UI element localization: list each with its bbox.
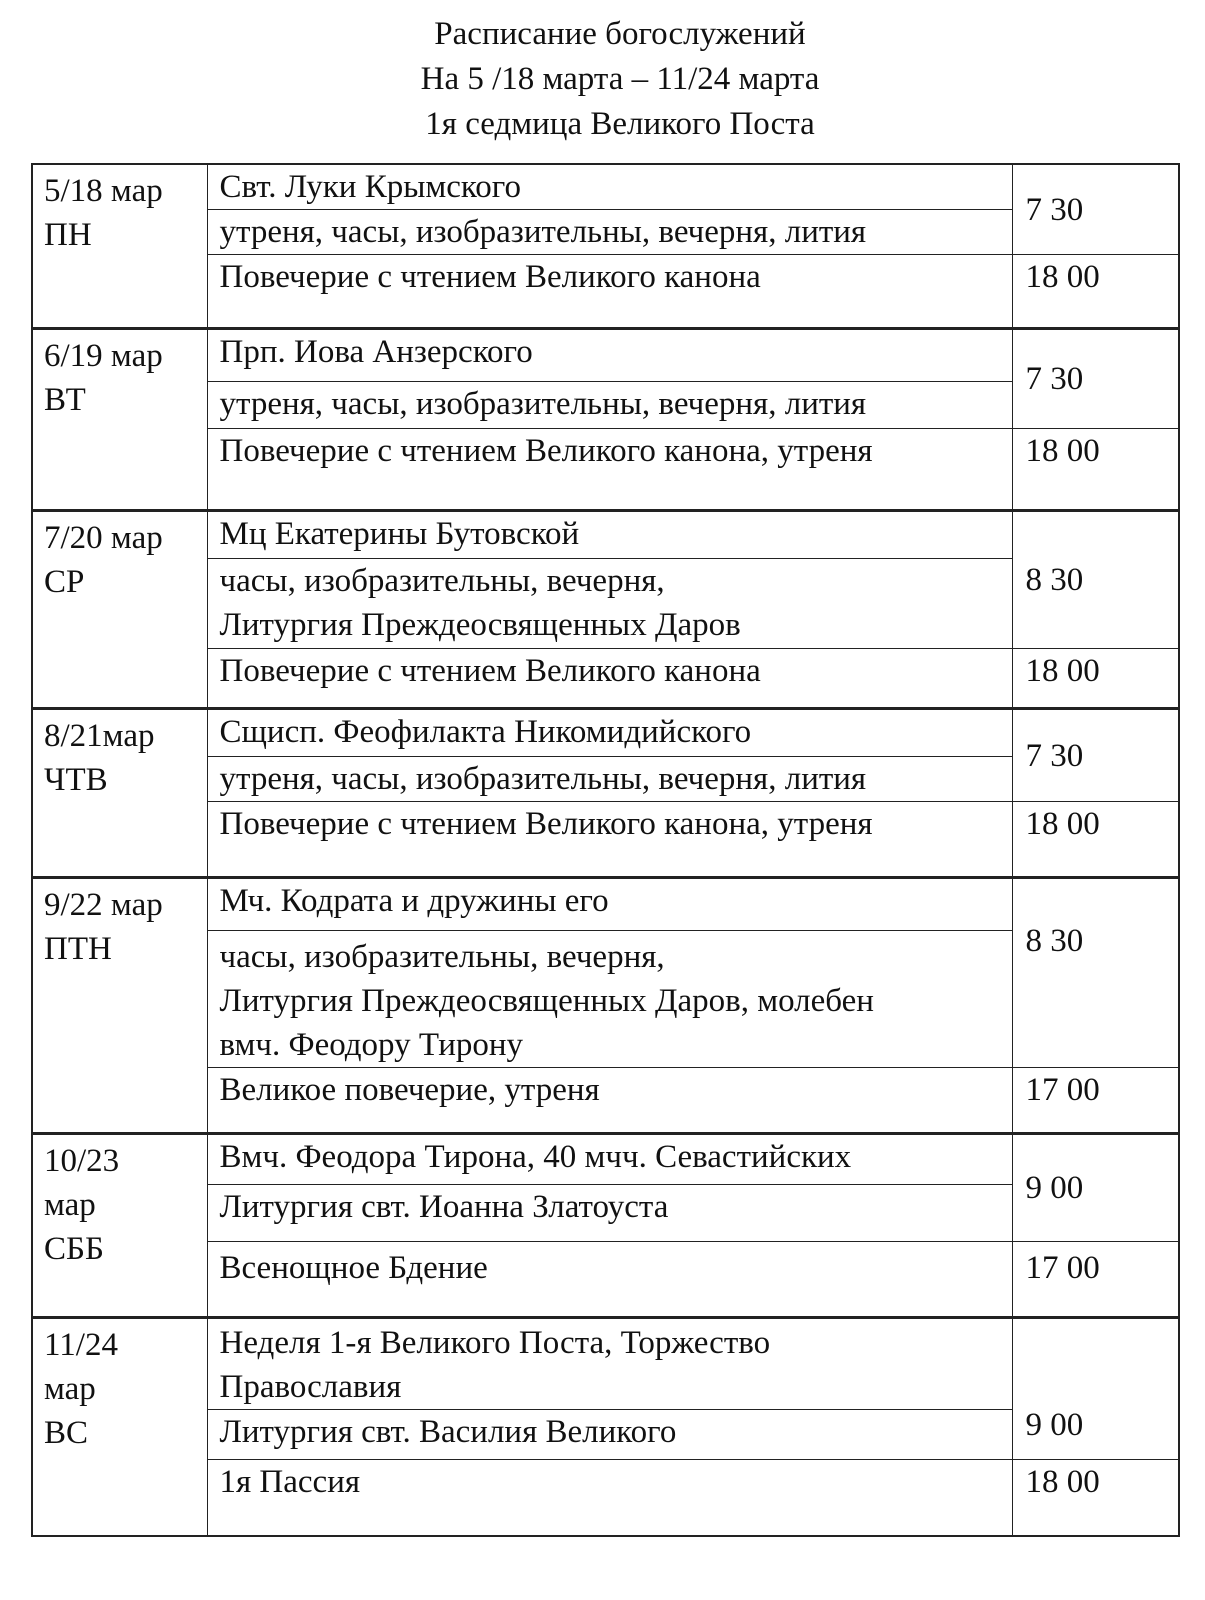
feast-name: Вмч. Феодора Тирона, 40 мчч. Севастийских — [219, 1139, 852, 1175]
evening-services: Всенощное Бдение — [207, 1242, 1012, 1318]
date-cell — [32, 709, 207, 878]
feast-name: Мц Екатерины Бутовской — [219, 516, 580, 552]
table-row — [32, 511, 1179, 559]
evening-time: 18 00 — [1012, 649, 1179, 709]
morning-time: 7 30 — [1012, 709, 1179, 802]
weekday: ВТ — [44, 382, 86, 418]
morning-services: Литургия свт. Иоанна Златоуста — [207, 1185, 1012, 1242]
date: 11/24 — [44, 1327, 118, 1363]
evening-services: Повечерие с чтением Великого канона, утреня — [207, 429, 1012, 511]
table-row — [32, 1134, 1179, 1185]
feast-cell — [207, 709, 1012, 757]
morning-services: утреня, часы, изобразительны, вечерня, лития — [207, 382, 1012, 429]
feast-name-cont: Православия — [219, 1369, 402, 1405]
date-cell — [32, 164, 207, 329]
morning-services: утреня, часы, изобразительны, вечерня, лития — [207, 210, 1012, 255]
feast-name: Свт. Луки Крымского — [219, 169, 521, 205]
date-month: мар — [44, 1371, 96, 1407]
date-month: мар — [44, 1187, 96, 1223]
evening-time: 18 00 — [1012, 429, 1179, 511]
feast-name: Сщисп. Феофилакта Никомидийского — [219, 714, 752, 750]
weekday: ЧТВ — [44, 762, 108, 798]
evening-services: Повечерие с чтением Великого канона — [207, 255, 1012, 329]
morning-services: часы, изобразительны, вечерня, Литургия Преждеосвященных Даров, молебен вмч. Феодору Тирону — [207, 931, 1012, 1068]
table-row — [32, 164, 1179, 210]
date-cell — [32, 1318, 207, 1536]
weekday: СР — [44, 564, 85, 600]
weekday: ПН — [44, 217, 92, 253]
morning-time: 9 00 — [1012, 1134, 1179, 1242]
evening-time: 18 00 — [1012, 802, 1179, 878]
morning-time: 8 30 — [1012, 878, 1179, 1068]
date: 9/22 мар — [44, 887, 163, 923]
feast-cell — [207, 1134, 1012, 1185]
date-cell — [32, 1134, 207, 1318]
morning-time: 8 30 — [1012, 511, 1179, 649]
table-row — [32, 709, 1179, 757]
morning-services: часы, изобразительны, вечерня, Литургия Преждеосвященных Даров — [207, 559, 1012, 649]
date-cell — [32, 511, 207, 709]
feast-name: Неделя 1-я Великого Поста, Торжество — [219, 1325, 771, 1361]
weekday: ВС — [44, 1415, 89, 1451]
table-row — [32, 878, 1179, 931]
period-line: На 5 /18 марта – 11/24 марта — [420, 61, 820, 97]
weekday: ПТН — [44, 931, 112, 967]
morning-time: 7 30 — [1012, 164, 1179, 255]
date-cell — [32, 878, 207, 1134]
feast-cell — [207, 1318, 1012, 1410]
evening-services: 1я Пассия — [207, 1460, 1012, 1536]
date: 10/23 — [44, 1143, 120, 1179]
table-row — [32, 1318, 1179, 1410]
morning-time: 9 00 — [1012, 1318, 1179, 1460]
feast-name: Мч. Кодрата и дружины его — [219, 883, 609, 919]
page-title: Расписание богослужений — [434, 16, 806, 52]
feast-cell — [207, 878, 1012, 931]
evening-services: Повечерие с чтением Великого канона — [207, 649, 1012, 709]
feast-name: Прп. Иова Анзерского — [219, 334, 533, 370]
evening-services: Повечерие с чтением Великого канона, утреня — [207, 802, 1012, 878]
week-line: 1я седмица Великого Поста — [425, 106, 815, 142]
table-row — [32, 329, 1179, 382]
feast-cell — [207, 329, 1012, 382]
evening-time: 18 00 — [1012, 1460, 1179, 1536]
evening-time: 18 00 — [1012, 255, 1179, 329]
date: 7/20 мар — [44, 520, 163, 556]
evening-time: 17 00 — [1012, 1068, 1179, 1134]
morning-services: Литургия свт. Василия Великого — [207, 1410, 1012, 1460]
feast-cell — [207, 164, 1012, 210]
morning-services: утреня, часы, изобразительны, вечерня, лития — [207, 757, 1012, 802]
feast-cell — [207, 511, 1012, 559]
weekday: СББ — [44, 1231, 104, 1267]
date: 6/19 мар — [44, 338, 163, 374]
evening-time: 17 00 — [1012, 1242, 1179, 1318]
date: 8/21мар — [44, 718, 155, 754]
schedule-table — [31, 163, 1180, 1537]
date-cell — [32, 329, 207, 511]
schedule-header — [0, 12, 1205, 147]
morning-time: 7 30 — [1012, 329, 1179, 429]
evening-services: Великое повечерие, утреня — [207, 1068, 1012, 1134]
date: 5/18 мар — [44, 173, 163, 209]
